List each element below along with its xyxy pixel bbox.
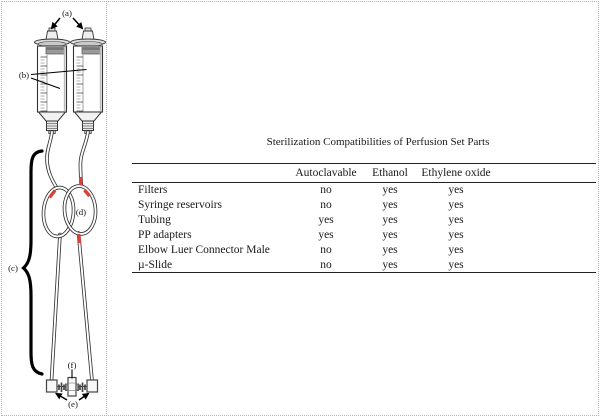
luer-ribs-left	[59, 383, 66, 393]
cell-part: Elbow Luer Connector Male	[138, 244, 270, 256]
cell-ethanol: yes	[382, 229, 398, 241]
cell-ethanol: yes	[382, 244, 398, 256]
cell-part: µ-Slide	[138, 259, 173, 271]
label-f: (f)	[67, 360, 77, 370]
cell-ethylene-oxide: yes	[448, 184, 464, 196]
brace-tubing-assembly	[24, 151, 43, 374]
label-b: (b)	[18, 70, 30, 80]
tubing-outlet-left	[52, 235, 61, 381]
label-a-arrow-left	[52, 18, 61, 29]
cell-ethanol: yes	[382, 199, 398, 211]
cell-ethylene-oxide: yes	[448, 244, 464, 256]
cell-autoclavable: no	[320, 199, 332, 211]
label-a-arrow-right	[73, 18, 83, 29]
label-e: (e)	[68, 399, 78, 409]
column-header-ethanol: Ethanol	[372, 167, 408, 179]
table-title: Sterilization Compatibilities of Perfusion Set Parts	[266, 136, 490, 148]
cell-autoclavable: yes	[318, 229, 334, 241]
table-row	[132, 198, 596, 213]
cell-part: Syringe reservoirs	[138, 199, 222, 211]
tubing-outlet-right	[79, 233, 93, 381]
table-row	[132, 213, 596, 228]
cell-ethylene-oxide: yes	[448, 229, 464, 241]
label-a: (a)	[62, 8, 72, 18]
perfusion-set-diagram	[0, 0, 115, 417]
table-row	[132, 228, 596, 243]
cell-autoclavable: no	[320, 259, 332, 271]
pp-adapter-marker-4	[79, 234, 80, 243]
cell-ethylene-oxide: yes	[448, 199, 464, 211]
column-header-autoclavable: Autoclavable	[295, 167, 357, 179]
cell-autoclavable: no	[320, 184, 332, 196]
u-slide	[68, 378, 76, 397]
elbow-connector-left	[47, 380, 58, 392]
tubing-inlet-left	[47, 132, 57, 188]
label-e-arrow-right	[79, 394, 89, 401]
table-row	[132, 258, 596, 273]
elbow-connector-right	[87, 380, 98, 392]
cell-ethanol: yes	[382, 184, 398, 196]
label-c: (c)	[8, 263, 18, 273]
syringe-reservoir-right	[71, 28, 106, 134]
cell-autoclavable: yes	[318, 214, 334, 226]
cell-autoclavable: no	[320, 244, 332, 256]
cell-ethanol: yes	[382, 259, 398, 271]
table-row	[132, 183, 596, 198]
label-e-arrow-left	[56, 394, 67, 401]
cell-part: PP adapters	[138, 229, 192, 241]
cell-part: Tubing	[138, 214, 171, 226]
column-header-ethylene-oxide: Ethylene oxide	[421, 167, 491, 179]
table-header-row	[132, 164, 596, 182]
luer-ribs-right	[78, 383, 85, 393]
cell-ethylene-oxide: yes	[448, 259, 464, 271]
label-d: (d)	[75, 207, 87, 217]
cell-ethanol: yes	[382, 214, 398, 226]
cell-part: Filters	[138, 184, 168, 196]
cell-ethylene-oxide: yes	[448, 214, 464, 226]
table-row	[132, 243, 596, 258]
